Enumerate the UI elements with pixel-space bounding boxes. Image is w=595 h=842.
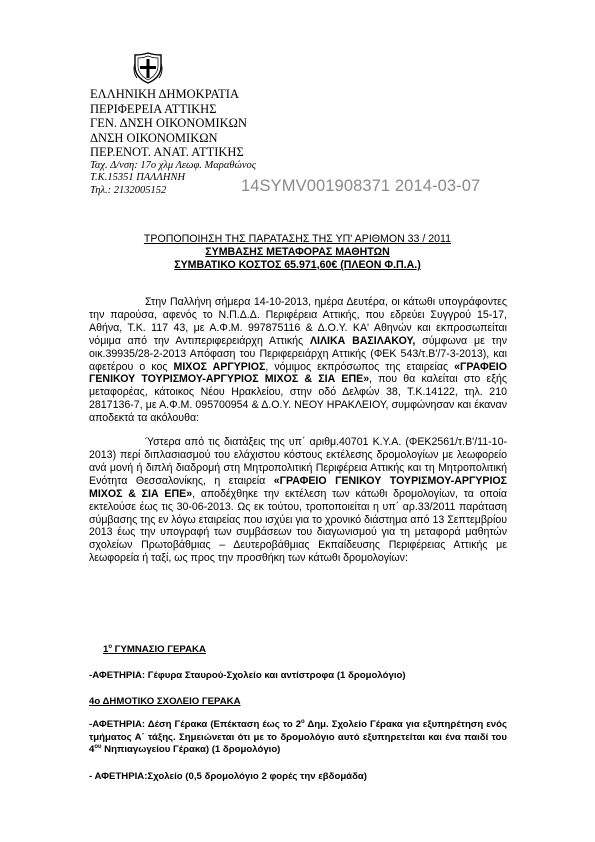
paragraph-parties [89, 296, 507, 425]
issuer-phone-line: Τηλ.: 2132005152 [90, 184, 167, 196]
text-run: , αποδέχθηκε την εκτέλεση των κάτωθι δρομολογίων, τα οποία εκτελούσε έως τις 30-06-2013. Ως εκ τούτου, τροποποιείται η υπ΄ αρ.33/2011 παράταση σύμβασης της εν λόγω εταιρείας που ισχύει για το χρονικό διάστημα από 13 Σεπτεμβρίου 2013 έως την υπογραφή των συμβάσεων του διαγωνισμού για τη μεταφορά μαθητών σχολείων Πρωτοβάθμιας – Δευτεροβάθμιας Εκπαίδευσης Περιφέρειας Αττικής με λεωφορεία ή ταξί, ως προς την προσθήκη των κάτωθι δρομολογίων: [89, 487, 507, 565]
route-line-2 [89, 719, 507, 757]
paragraph-amendment [89, 436, 507, 565]
text-run: Δημ. Σχολείο Γέρακα για εξυπηρέτηση ενός τμήματος Α΄ τάξης. Σημειώνεται ότι με το δρομολόγιο αυτό εξυπηρετείται και ένα παιδί του 4 [89, 719, 507, 755]
heading-line-3: ΣΥΜΒΑΤΙΚΟ ΚΟΣΤΟΣ 65.971,60€ (ΠΛΕΟΝ Φ.Π.Α.) [174, 259, 421, 271]
contractor-name: ΜΙΧΟΣ ΑΡΓΥΡΙΟΣ [173, 360, 266, 373]
issuer-line: ΠΕΡΙΦΕΡΕΙΑ ΑΤΤΙΚΗΣ [90, 101, 217, 116]
document-heading [0, 233, 595, 272]
route-line-1: -ΑΦΕΤΗΡΙΑ: Γέφυρα Σταυρού-Σχολείο και αντίστροφα (1 δρομολόγιο) [89, 670, 406, 681]
company-name: «ΓΡΑΦΕΙΟ ΓΕΝΙΚΟΥ ΤΟΥΡΙΣΜΟΥ-ΑΡΓΥΡΙΟΣ ΜΙΧΟΣ & ΣΙΑ ΕΠΕ» [89, 474, 507, 500]
text-run: σύμφωνα με την οικ.39935/28-2-2013 Απόφαση του Περιφερειάρχη Αττικής (ΦΕΚ 543/τ.Β'/7-3-2013), και αφετέρου ο κος [89, 334, 508, 373]
text-run: ΓΥΜΝΑΣΙΟ ΓΕΡΑΚΑ [112, 644, 206, 655]
ordinal-sup: ο [108, 643, 113, 650]
ordinal-sup: ο [301, 718, 305, 725]
issuer-line: ΠΕΡ.ΕΝΟΤ. ΑΝΑΤ. ΑΤΤΙΚΗΣ [90, 145, 244, 159]
text-run: -ΑΦΕΤΗΡΙΑ: Δέση Γέρακα (Επέκταση έως το 2 [89, 719, 302, 730]
text-run: Νηπιαγωγείου Γέρακα) (1 δρομολόγιο) [101, 744, 281, 755]
issuer-block [90, 87, 256, 197]
text-run: 1 [103, 644, 109, 655]
heading-line-2: ΣΥΜΒΑΣΗΣ ΜΕΤΑΦΟΡΑΣ ΜΑΘΗΤΩΝ [205, 246, 390, 258]
text-run: , νόμιμος εκπρόσωπος της εταιρείας [265, 360, 455, 373]
text-run: Στην Παλλήνη σήμερα 14-10-2013, ημέρα Δευτέρα, οι κάτωθι υπογράφοντες την παρούσα, αφενός το Ν.Π.Δ.Δ. Περιφέρεια Αττικής, που εδρεύει Συγγρού 15-17, Αθήνα, Τ.Κ. 117 43, με Α.Φ.Μ. 997875116 & Δ.Ο.Υ. ΚΑ' Αθηνών και εκπροσωπείται νόμιμα από την Αντιπεριφερειάρχη Αττικής [89, 296, 507, 347]
route-line-3: - ΑΦΕΤΗΡΙΑ:Σχολείο (0,5 δρομολόγιο 2 φορές την εβδομάδα) [89, 771, 367, 782]
issuer-address-line: Ταχ. Δ/νση: 17ο χλμ Λεωφ. Μαραθώνος [90, 159, 256, 171]
issuer-line: ΕΛΛΗΝΙΚΗ ΔΗΜΟΚΡΑΤΙΑ [90, 87, 239, 101]
company-name: «ΓΡΑΦΕΙΟ ΓΕΝΙΚΟΥ ΤΟΥΡΙΣΜΟΥ-ΑΡΓΥΡΙΟΣ ΜΙΧΟΣ & ΣΙΑ ΕΠΕ» [89, 360, 507, 386]
text-run: , που θα καλείται στο εξής μεταφορέας, κάτοικος Νέου Ηρακλείου, στην οδό Δελφών 38, Τ.Κ.14122, τηλ. 210 2817136-7, με Α.Φ.Μ. 095700954 & Δ.Ο.Υ. ΝΕΟΥ ΗΡΑΚΛΕΙΟΥ, συμφώνησαν και έκαναν αποδεκτά τα ακόλουθα: [89, 373, 507, 425]
vice-governor-name: ΛΙΛΙΚΑ ΒΑΣΙΛΑΚΟΥ, [309, 334, 416, 347]
heading-line-1: ΤΡΟΠΟΠΟΙΗΣΗ ΤΗΣ ΠΑΡΑΤΑΣΗΣ ΤΗΣ ΥΠ' ΑΡΙΘΜΟΝ 33 / 2011 [143, 233, 452, 245]
document-body [89, 296, 507, 576]
school-heading-1 [103, 644, 521, 657]
text-run: Ύστερα από τις διατάξεις της υπ΄ αριθμ.40701 Κ.Υ.Α. (ΦΕΚ2561/τ.Β'/11-10-2013) περί διπλασιασμού του ελάχιστου κόστους εκτέλεσης δρομολογίων με λεωφορείο ανά μονή ή διπλή διαδρομή στη Μητροπολιτική Περιφέρεια Αττικής και τη Μητροπολιτική Ενότητα Θεσσαλονίκης, η εταιρεία [89, 436, 507, 487]
issuer-address-line: Τ.Κ.15351 ΠΑΛΛΗΝΗ [90, 172, 186, 183]
greek-coat-of-arms-icon [133, 52, 163, 84]
school-heading-2: 4ο ΔΗΜΟΤΙΚΟ ΣΧΟΛΕΙΟ ΓΕΡΑΚΑ [89, 696, 241, 707]
issuer-line: ΔΝΣΗ ΟΙΚΟΝΟΜΙΚΩΝ [90, 130, 218, 145]
issuer-line: ΓΕΝ. ΔΝΣΗ ΟΙΚΟΝΟΜΙΚΩΝ [90, 116, 248, 130]
ordinal-sup: ου [94, 743, 102, 750]
ada-watermark-code: 14SYMV001908371 2014-03-07 [241, 177, 481, 195]
